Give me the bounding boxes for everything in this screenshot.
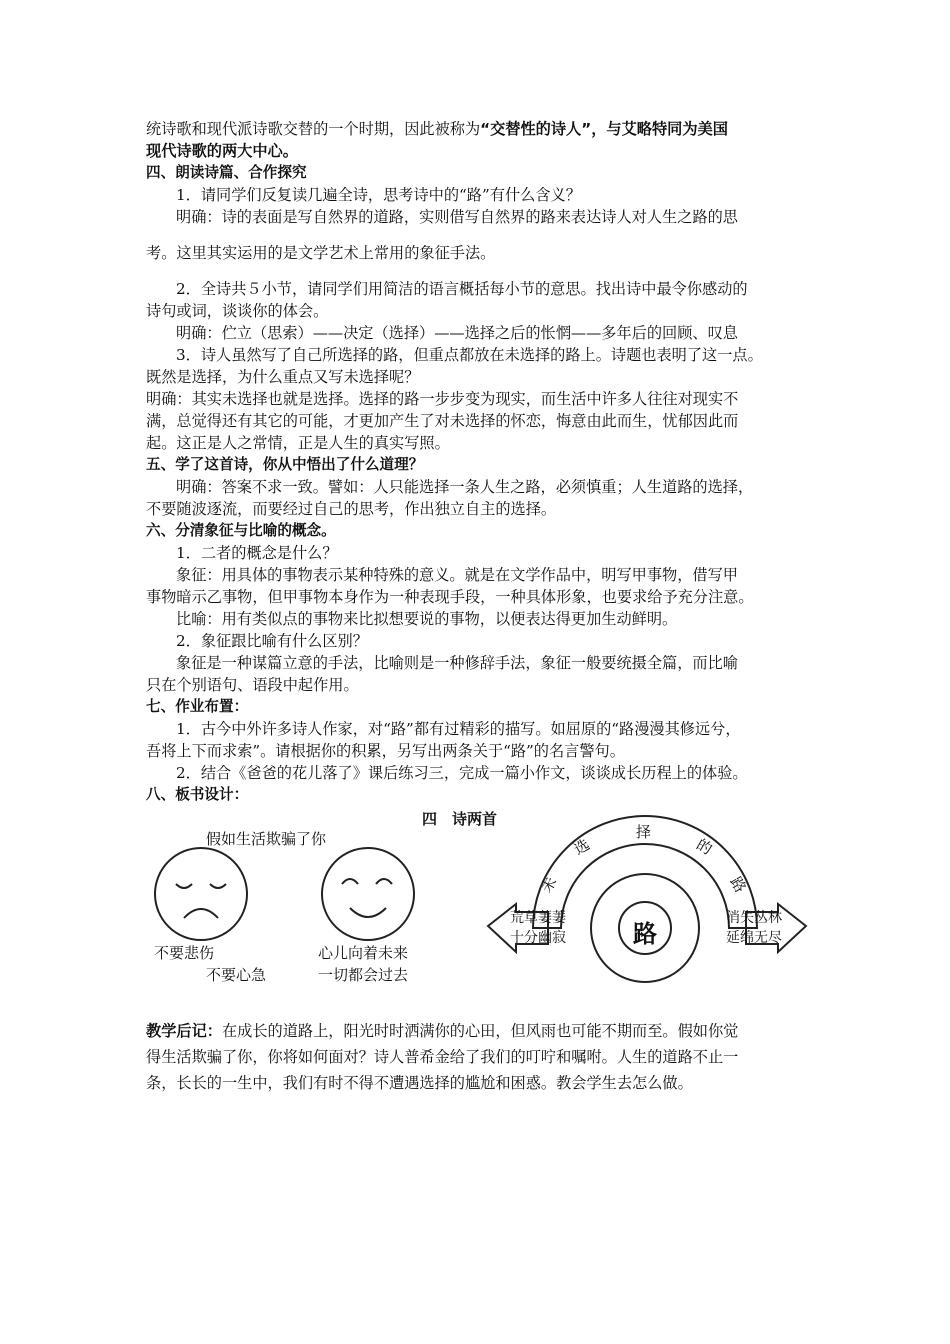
s4-answer-3-line-3: 起。这正是人之常情，正是人生的真实写照。	[146, 434, 450, 452]
sad-mouth	[184, 909, 218, 918]
center-road-label: 路	[633, 919, 657, 948]
arc-char-5: 路	[726, 873, 750, 896]
sad-face-icon	[155, 848, 247, 940]
afterword-text-1: 在成长的道路上，阳光时时洒满你的心田，但风雨也可能不期而至。假如你觉	[221, 1022, 739, 1040]
intro-line-2: 现代诗歌的两大中心。	[146, 142, 298, 160]
sad-caption-1: 不要悲伤	[154, 944, 215, 962]
s4-answer-3-line-1: 明确：其实未选择也就是选择。选择的路一步步变为现实，而生活中许多人往往对现实不	[146, 390, 739, 408]
section-4-heading: 四、朗读诗篇、合作探究	[146, 164, 307, 181]
s5-answer-line-1: 明确：答案不求一致。譬如：人只能选择一条人生之路，必须慎重；人生道路的选择，	[176, 478, 754, 496]
s4-question-3-line-2: 既然是选择，为什么重点又写未选择呢？	[146, 368, 420, 386]
s6-metaphor: 比喻：用有类似点的事物来比拟想要说的事物，以便表达得更加生动鲜明。	[176, 610, 678, 628]
afterword-label: 教学后记：	[146, 1022, 222, 1040]
blackboard-design-figure	[146, 812, 808, 1004]
happy-caption-1: 心儿向着未来	[318, 944, 409, 962]
s4-question-3-line-1: 3．诗人虽然写了自己所选择的路，但重点都放在未选择的路上。诗题也表明了这一点。	[176, 346, 763, 364]
intro-text: 统诗歌和现代派诗歌交替的一个时期，因此被称为	[146, 120, 481, 138]
happy-right-eye	[376, 879, 392, 884]
sad-right-eye	[210, 884, 226, 888]
arc-char-4: 的	[693, 835, 716, 859]
arc-char-3: 择	[636, 823, 652, 841]
section-6-heading: 六、分清象征与比喻的概念。	[146, 522, 336, 539]
s4-answer-1-line-2: 考。这里其实运用的是文学艺术上常用的象征手法。	[146, 244, 496, 262]
s4-question-2-line-2: 诗句或词，谈谈你的体会。	[146, 302, 329, 320]
s5-answer-line-2: 不要随波逐流，而要经过自己的思考，作出独立自主的选择。	[146, 500, 557, 518]
happy-mouth	[350, 908, 386, 917]
s6-question-2: 2．象征跟比喻有什么区别？	[176, 632, 368, 650]
happy-left-eye	[342, 879, 358, 884]
intro-line-1	[146, 118, 806, 140]
s7-task-1-line-1: 1．古今中外许多诗人作家，对“路”都有过精彩的描写。如屈原的“路漫漫其修远兮，	[176, 720, 741, 738]
sad-caption-2: 不要心急	[206, 966, 267, 984]
sad-left-eye	[176, 884, 192, 888]
s4-question-1: 1．请同学们反复读几遍全诗，思考诗中的“路”有什么含义？	[176, 186, 581, 204]
left-arrow-text-2: 十分幽寂	[510, 930, 566, 946]
section-8-heading: 八、板书设计：	[146, 786, 249, 803]
s6-symbol-line-1: 象征：用具体的事物表示某种特殊的意义。就是在文学作品中，明写甲事物，借写甲	[176, 566, 738, 584]
s6-question-1: 1．二者的概念是什么？	[176, 544, 338, 562]
happy-caption-2: 一切都会过去	[318, 966, 409, 984]
s6-difference-line-2: 只在个别语句、语段中起作用。	[146, 676, 359, 694]
s4-answer-3-line-2: 满，总觉得还有其它的可能，才更加产生了对未选择的怀恋，悔意由此而生，忧郁因此而	[146, 412, 739, 430]
document-page	[146, 118, 806, 1096]
section-7-heading: 七、作业布置：	[146, 698, 249, 715]
intro-bold-text: “交替性的诗人”，与艾略特同为美国	[480, 120, 728, 138]
s7-task-1-line-2: 吾将上下而求索”。请根据你的积累，另写出两条关于“路”的名言警句。	[146, 742, 625, 760]
board-title: 四 诗两首	[422, 810, 498, 828]
s4-question-2-line-1: 2．全诗共５小节，请同学们用简洁的语言概括每小节的意思。找出诗中最令你感动的	[176, 280, 748, 298]
left-arrow-text-1: 荒草萋萋	[510, 910, 566, 926]
s6-symbol-line-2: 事物暗示乙事物，但甲事物本身作为一种表现手段，一种具体形象，也要求给予充分注意。	[146, 588, 754, 606]
s4-answer-2: 明确：伫立（思索）——决定（选择）——选择之后的怅惘——多年后的回顾、叹息	[176, 324, 738, 342]
s6-difference-line-1: 象征是一种谋篇立意的手法，比喻则是一种修辞手法，象征一般要统摄全篇，而比喻	[176, 654, 738, 672]
right-arrow-text-2: 延绵无尽	[726, 930, 782, 946]
right-arrow-text-1: 消失丛林	[726, 910, 782, 926]
board-left-title: 假如生活欺骗了你	[206, 830, 327, 848]
arc-char-1: 未	[537, 873, 561, 896]
section-5-heading: 五、学了这首诗，你从中悟出了什么道理？	[146, 456, 424, 473]
s4-answer-1-line-1: 明确：诗的表面是写自然界的道路，实则借写自然界的路来表达诗人对人生之路的思	[176, 208, 738, 226]
happy-face-icon	[322, 848, 414, 940]
afterword-line-2: 得生活欺骗了你，你将如何面对？诗人普希金给了我们的叮咛和嘱咐。人生的道路不止一	[146, 1048, 739, 1066]
arc-char-2: 选	[570, 835, 593, 859]
s7-task-2: 2．结合《爸爸的花儿落了》课后练习三，完成一篇小作文，谈谈成长历程上的体验。	[176, 764, 748, 782]
afterword-line-1	[146, 1018, 806, 1044]
teaching-afterword	[146, 1018, 806, 1096]
afterword-line-3: 条，长长的一生中，我们有时不得不遭遇选择的尴尬和困惑。教会学生去怎么做。	[146, 1074, 693, 1092]
